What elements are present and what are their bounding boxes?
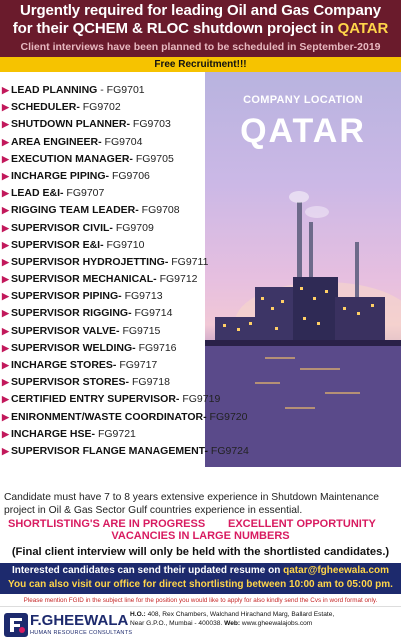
bullet-icon: ▶ [2,222,9,233]
ho-label: H.O.: [130,611,146,618]
bullet-icon: ▶ [2,360,9,370]
job-title: RIGGING TEAM LEADER- [11,204,139,217]
job-item [2,340,382,357]
bullet-icon: ▶ [2,205,9,216]
job-title: SUPERVISOR WELDING- [11,341,136,354]
bullet-icon: ▶ [2,188,9,199]
job-title: SCHEDULER- [11,101,80,114]
website-link[interactable]: www.gheewalajobs.com [240,620,313,628]
address-text-1: 408, Rex Chambers, Walchand Hirachand Marg, Ballard Estate, [145,611,335,618]
job-item [2,116,382,133]
job-title: INCHARGE HSE- [11,427,96,440]
job-item [2,323,382,340]
job-item [2,168,382,185]
job-code: FG9719 [182,393,221,406]
headline-line-2 [0,20,401,38]
location-label: COMPANY LOCATION [243,94,363,106]
job-code: FG9705 [135,152,174,165]
address-line-1 [130,610,398,619]
location-country: QATAR [240,112,366,150]
job-title: SUPERVISOR E&I- [11,238,104,251]
job-code: FG9707 [66,187,105,200]
job-code: FG9718 [131,376,170,389]
office-address [130,610,398,629]
bullet-icon: ▶ [2,153,9,164]
job-item [2,409,382,426]
company-logo [4,611,133,639]
job-title: LEAD E&I- [11,187,64,200]
job-item [2,151,382,168]
job-code: FG9711 [171,255,209,268]
job-title: INCHARGE STORES- [11,359,117,371]
job-title: ENIRONMENT/WASTE COORDINATOR- [11,410,207,423]
job-code: FG9706 [111,169,150,182]
job-code: FG9721 [97,427,136,440]
job-item [2,426,382,443]
shortlisting-line [8,518,398,530]
job-item [2,99,382,116]
bullet-icon: ▶ [2,377,9,388]
job-title: CERTIFIED ENTRY SUPERVISOR- [11,393,180,406]
job-list [2,82,382,460]
bullet-icon: ▶ [2,239,9,250]
job-code: FG9710 [106,238,145,251]
bullet-icon: ▶ [2,136,9,147]
job-title: LEAD PLANNING [11,84,98,96]
bullet-icon: ▶ [2,411,9,422]
job-item [2,288,382,305]
apply-line-1 [0,564,401,578]
address-text-2: Near G.P.O., Mumbai - 400038. [130,620,223,628]
job-code: FG9720 [209,410,248,423]
bullet-icon: ▶ [2,308,9,319]
job-item [2,443,382,460]
apply-email-link[interactable]: qatar@fgheewala.com [283,565,390,576]
job-title: SUPERVISOR STORES- [11,376,130,389]
header-banner [0,0,401,72]
fgid-note: Please mention FGID in the subject line for the position you would like to apply for also kindly send the Cvs in word format only. [23,597,378,604]
bullet-icon: ▶ [2,119,9,130]
job-title: SUPERVISOR HYDROJETTING- [11,255,169,268]
bullet-icon: ▶ [2,170,9,181]
job-item [2,185,382,202]
bullet-icon: ▶ [2,325,9,336]
job-code: FG9716 [138,341,177,354]
job-code: FG9712 [159,273,198,286]
job-title: SUPERVISOR FLANGE MANAGEMENT- [11,444,208,457]
headline-country: QATAR [337,20,389,37]
job-code: - FG9701 [100,84,145,96]
headline-line-2-text: for their QCHEM & RLOC shutdown project in [12,20,338,37]
bullet-icon: ▶ [2,428,9,439]
job-title: SHUTDOWN PLANNER- [11,118,130,131]
bullet-icon: ▶ [2,445,9,456]
job-item [2,357,382,374]
job-code: FG9708 [141,204,180,217]
job-code: FG9715 [122,324,161,337]
footer [0,606,401,640]
free-recruitment-bar: Free Recruitment!!! [0,57,401,72]
job-code: FG9709 [115,221,154,234]
apply-text: Interested candidates can send their updated resume on [11,565,284,576]
job-title: AREA ENGINEER- [11,135,102,148]
bullet-icon: ▶ [2,256,9,267]
bullet-icon: ▶ [2,85,9,95]
brand-tagline: HUMAN RESOURCE CONSULTANTS [30,630,133,636]
job-code: FG9703 [132,118,171,131]
job-code: FG9717 [119,359,158,371]
opportunity-label: EXCELLENT OPPORTUNITY [228,518,376,530]
job-code: FG9724 [210,444,249,457]
logo-icon [4,613,28,637]
bullet-icon: ▶ [2,291,9,302]
job-title: SUPERVISOR PIPING- [11,290,122,303]
job-code: FG9704 [104,135,143,148]
final-interview-note: (Final client interview will only be held with the shortlisted candidates.) [11,546,390,558]
job-title: SUPERVISOR RIGGING- [11,307,132,320]
job-item [2,82,382,99]
job-title: SUPERVISOR VALVE- [11,324,120,337]
apply-banner [0,563,401,594]
web-label: Web: [224,620,241,628]
job-code: FG9714 [134,307,173,320]
apply-line-2: You can also visit our office for direct shortlisting between 10:00 am to 05:00 pm. [8,579,393,590]
job-code: FG9702 [82,101,121,114]
interview-schedule-note: Client interviews have been planned to be scheduled in September-2019 [20,41,381,53]
job-title: SUPERVISOR CIVIL- [11,221,113,234]
job-code: FG9713 [124,290,163,303]
job-title: INCHARGE PIPING- [11,169,110,182]
job-item [2,271,382,288]
job-item [2,202,382,219]
brand-name: F.GHEEWALA [30,612,129,629]
address-line-2 [130,619,398,628]
job-title: EXECUTION MANAGER- [11,152,133,165]
experience-requirement: Candidate must have 7 to 8 years extensive experience in Shutdown Maintenance project in Oil & Gas Sector Gulf countries experience in essential. [4,492,379,516]
bullet-icon: ▶ [2,342,9,353]
bullet-icon: ▶ [2,274,9,285]
job-item [2,374,382,391]
job-item [2,254,382,271]
job-item [2,134,382,151]
bullet-icon: ▶ [2,102,9,113]
headline-line-1: Urgently required for leading Oil and Gas Company [20,2,381,19]
job-item [2,391,382,408]
job-item [2,237,382,254]
bullet-icon: ▶ [2,394,9,405]
job-item [2,305,382,322]
job-item [2,220,382,237]
job-title: SUPERVISOR MECHANICAL- [11,273,157,286]
vacancies-label: VACANCIES IN LARGE NUMBERS [111,530,290,542]
shortlisting-status: SHORTLISTING'S ARE IN PROGRESS [8,518,206,530]
